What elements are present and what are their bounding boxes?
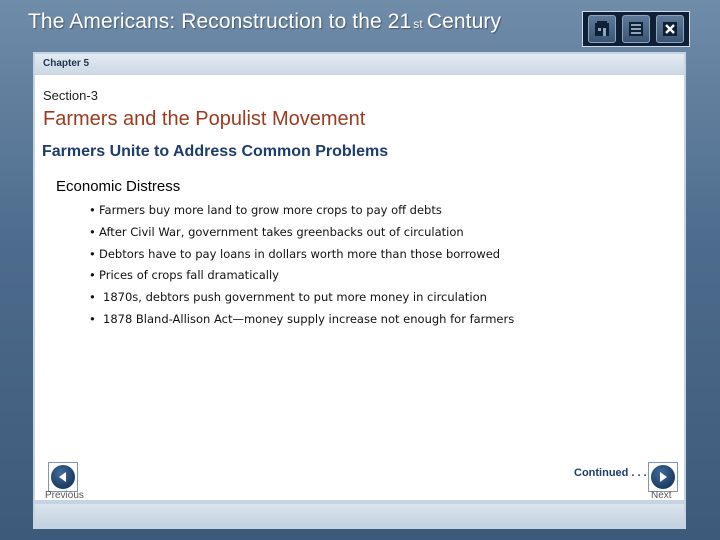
app-title (28, 10, 501, 34)
previous-label[interactable]: Previous (45, 490, 84, 501)
app-title-end: Century (426, 10, 502, 33)
slide-heading: Farmers and the Populist Movement (43, 108, 366, 130)
list-icon (626, 19, 646, 39)
list-item: • 1878 Bland-Allison Act—money supply increase not enough for farmers (89, 311, 515, 326)
close-icon (660, 19, 680, 39)
bullet-list (89, 200, 514, 331)
bottom-strip (35, 504, 684, 526)
app-title-main: The Americans: Reconstruction to the 21 (28, 10, 412, 33)
list-item: • Debtors have to pay loans in dollars worth more than those borrowed (89, 246, 501, 261)
next-button[interactable] (648, 462, 678, 492)
app-title-sup: st (413, 17, 423, 31)
list-item: • Farmers buy more land to grow more crops to pay off debts (89, 203, 442, 217)
navigation-toolbar (582, 11, 690, 47)
continued-label: Continued . . . (574, 467, 647, 479)
slide-subheading: Farmers Unite to Address Common Problems (42, 143, 389, 160)
list-item: • Prices of crops fall dramatically (89, 268, 279, 283)
list-item: • After Civil War, government takes greenbacks out of circulation (89, 224, 464, 239)
next-label[interactable]: Next (651, 490, 672, 501)
exit-button[interactable] (656, 15, 684, 43)
section-label: Section-3 (43, 88, 98, 103)
chapter-label: Chapter 5 (43, 58, 90, 69)
chapter-bar (35, 54, 684, 74)
next-icon (651, 465, 675, 489)
previous-button[interactable] (48, 462, 78, 492)
home-button[interactable] (588, 15, 616, 43)
list-item: • 1870s, debtors push government to put more money in circulation (89, 290, 487, 305)
home-icon (592, 19, 612, 39)
menu-button[interactable] (622, 15, 650, 43)
topic-title: Economic Distress (56, 178, 181, 195)
previous-icon (51, 465, 75, 489)
